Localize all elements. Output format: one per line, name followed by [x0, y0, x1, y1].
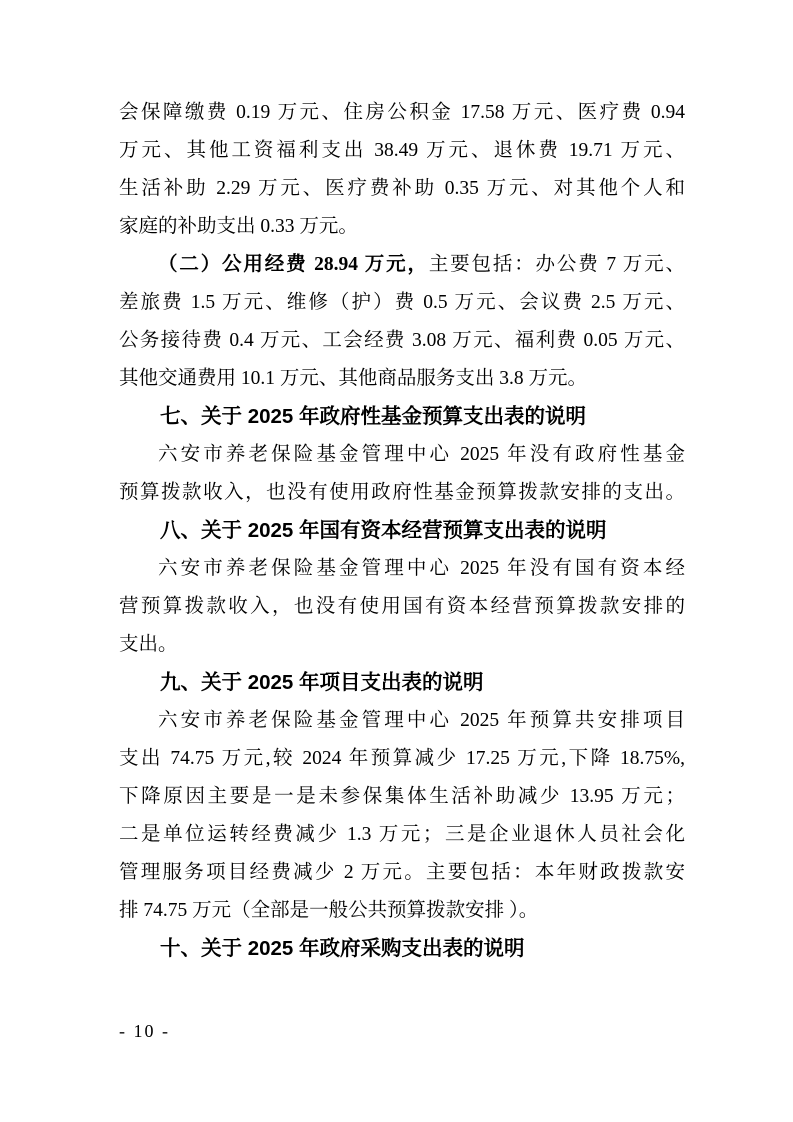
text-line: 家庭的补助支出 0.33 万元。: [119, 216, 358, 237]
section-heading: 七、关于 2025 年政府性基金预算支出表的说明: [160, 405, 586, 428]
text-line: 公务接待费 0.4 万元、工会经费 3.08 万元、福利费 0.05 万元、: [119, 330, 685, 351]
text-line: 营预算拨款收入，也没有使用国有资本经营预算拨款安排的: [119, 596, 685, 617]
section-heading: 八、关于 2025 年国有资本经营预算支出表的说明: [160, 519, 607, 542]
section-heading: 九、关于 2025 年项目支出表的说明: [160, 671, 484, 694]
section-heading: 十、关于 2025 年政府采购支出表的说明: [160, 937, 525, 960]
text-line: 其他交通费用 10.1 万元、其他商品服务支出 3.8 万元。: [119, 368, 588, 389]
text-line: 二是单位运转经费减少 1.3 万元；三是企业退休人员社会化: [119, 824, 685, 845]
text-line: 支出。: [119, 634, 178, 655]
text-line: 预算拨款收入，也没有使用政府性基金预算拨款安排的支出。: [119, 482, 685, 503]
text-line: 六安市养老保险基金管理中心 2025 年预算共安排项目: [158, 710, 685, 731]
text-line: 差旅费 1.5 万元、维修（护）费 0.5 万元、会议费 2.5 万元、: [119, 292, 685, 313]
document-body: [119, 94, 685, 968]
page-number: - 10 -: [119, 1021, 170, 1041]
text-line: 万元、其他工资福利支出 38.49 万元、退休费 19.71 万元、: [119, 140, 685, 161]
text-line: [119, 246, 685, 284]
bold-run: （二）公用经费 28.94 万元，: [158, 254, 429, 275]
text-line: 排 74.75 万元（全部是一般公共预算拨款安排 ）。: [119, 900, 539, 921]
text-line: 会保障缴费 0.19 万元、住房公积金 17.58 万元、医疗费 0.94: [119, 102, 685, 123]
text-line: 生活补助 2.29 万元、医疗费补助 0.35 万元、对其他个人和: [119, 178, 685, 199]
text-run: 主要包括：办公费 7 万元、: [428, 254, 685, 275]
text-line: 下降原因主要是一是未参保集体生活补助减少 13.95 万元；: [119, 786, 685, 807]
text-line: 六安市养老保险基金管理中心 2025 年没有国有资本经: [158, 558, 685, 579]
text-line: 管理服务项目经费减少 2 万元。主要包括：本年财政拨款安: [119, 862, 685, 883]
text-line: 支出 74.75 万元,较 2024 年预算减少 17.25 万元,下降 18.75%,: [119, 748, 685, 769]
text-line: 六安市养老保险基金管理中心 2025 年没有政府性基金: [158, 444, 685, 465]
